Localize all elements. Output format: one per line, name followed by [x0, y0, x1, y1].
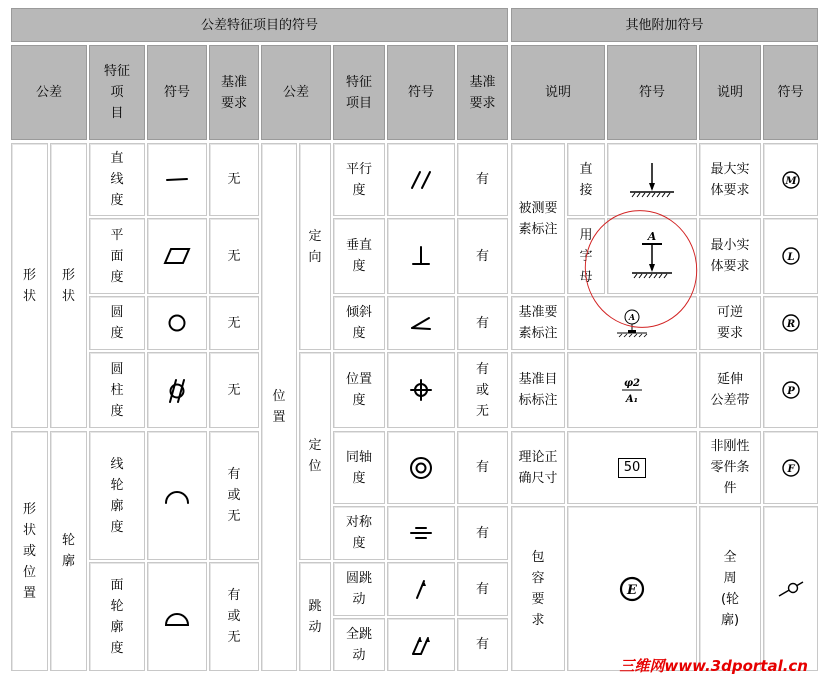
svg-text:L: L — [786, 252, 795, 263]
datum-cell: 有 — [457, 431, 508, 504]
col-tolerance: 公差 — [11, 45, 87, 140]
flatness-icon — [159, 238, 195, 274]
mmc-icon — [773, 162, 809, 198]
symbol-cell — [147, 143, 207, 216]
svg-text:A: A — [628, 312, 636, 322]
datum-cell: 有 — [457, 618, 508, 671]
datum-cell: 有 或 无 — [209, 431, 259, 560]
feature-angularity: 倾斜 度 — [333, 296, 385, 350]
svg-text:A₁: A₁ — [625, 394, 639, 405]
feature-surface-profile: 面 轮 廓 度 — [89, 562, 145, 671]
feature-parallelism: 平行 度 — [333, 143, 385, 216]
svg-text:F: F — [786, 463, 795, 475]
datum-cell: 有 或 无 — [209, 562, 259, 671]
svg-text:P: P — [786, 386, 795, 397]
svg-text:R: R — [786, 319, 795, 330]
left-section-title: 公差特征项目的符号 — [11, 8, 508, 42]
datum-marking-label: 基准要 素标注 — [511, 296, 565, 350]
col-feature-2: 特征 项目 — [333, 45, 385, 140]
svg-text:M: M — [784, 175, 797, 187]
symbol-cell — [387, 352, 455, 428]
group-profile: 轮 廓 — [50, 431, 87, 671]
symbol-cell — [147, 296, 207, 350]
group-form-inner: 形 状 — [50, 143, 87, 428]
col-tolerance-2: 公差 — [261, 45, 331, 140]
group-form-or-position: 形 状 或 位 置 — [11, 431, 48, 671]
col-symbol-3: 符号 — [607, 45, 697, 140]
datum-target-label: 基准目 标标注 — [511, 352, 565, 428]
letter-marking-icon — [620, 226, 684, 286]
right-section-title: 其他附加符号 — [511, 8, 818, 42]
datum-target-icon — [612, 370, 652, 410]
symbol-cell — [567, 296, 697, 350]
symbol-cell — [387, 431, 455, 504]
circularity-icon — [159, 305, 195, 341]
circular-runout-icon — [403, 571, 439, 607]
by-letter-label: 用 字 母 — [567, 218, 605, 294]
symbol-cell — [147, 352, 207, 428]
feature-perpendicularity: 垂直 度 — [333, 218, 385, 294]
col-desc-2: 说明 — [699, 45, 761, 140]
group-position: 位 置 — [261, 143, 297, 671]
col-symbol-2: 符号 — [387, 45, 455, 140]
svg-text:A: A — [647, 230, 657, 243]
group-form-outer: 形 状 — [11, 143, 48, 428]
symbol-cell — [567, 431, 697, 504]
symbol-cell — [763, 506, 818, 671]
col-feature: 特征 项 目 — [89, 45, 145, 140]
symbol-cell — [387, 296, 455, 350]
datum-cell: 有 — [457, 506, 508, 560]
symbol-cell — [607, 218, 697, 294]
desc-reciprocity: 可逆 要求 — [699, 296, 761, 350]
symbol-cell — [387, 562, 455, 616]
svg-text:E: E — [627, 582, 637, 598]
watermark: 三维网www.3dportal.cn — [619, 657, 808, 675]
symbol-cell — [147, 218, 207, 294]
feature-circularity: 圆 度 — [89, 296, 145, 350]
feature-symmetry: 对称 度 — [333, 506, 385, 560]
group-runout: 跳 动 — [299, 562, 331, 671]
feature-total-runout: 全跳 动 — [333, 618, 385, 671]
parallelism-icon — [403, 162, 439, 198]
symbol-cell — [763, 143, 818, 216]
col-datum-2: 基准 要求 — [457, 45, 508, 140]
desc-free-state: 非刚性 零件条 件 — [699, 431, 761, 504]
col-datum: 基准 要求 — [209, 45, 259, 140]
symmetry-icon — [403, 515, 439, 551]
free-state-icon — [773, 450, 809, 486]
datum-cell: 无 — [209, 352, 259, 428]
line-profile-icon — [159, 478, 195, 514]
datum-cell: 无 — [209, 218, 259, 294]
feature-line-profile: 线 轮 廓 度 — [89, 431, 145, 560]
col-symbol: 符号 — [147, 45, 207, 140]
datum-cell: 有 — [457, 143, 508, 216]
feature-cylindricity: 圆 柱 度 — [89, 352, 145, 428]
lmc-icon — [773, 238, 809, 274]
group-orientation: 定 向 — [299, 143, 331, 350]
basic-dimension-box: 50 — [618, 458, 647, 478]
surface-profile-icon — [159, 599, 195, 635]
position-icon — [403, 372, 439, 408]
all-around-icon — [773, 571, 809, 607]
envelope-requirement-label: 包 容 要 求 — [511, 506, 565, 671]
datum-cell: 有 — [457, 218, 508, 294]
datum-cell: 无 — [209, 296, 259, 350]
concentricity-icon — [403, 450, 439, 486]
feature-circular-runout: 圆跳 动 — [333, 562, 385, 616]
datum-cell: 无 — [209, 143, 259, 216]
datum-cell: 有 或 无 — [457, 352, 508, 428]
desc-all-around: 全 周 (轮 廓) — [699, 506, 761, 671]
datum-cell: 有 — [457, 562, 508, 616]
perpendicularity-icon — [403, 238, 439, 274]
symbol-cell — [387, 618, 455, 671]
feature-concentricity: 同轴 度 — [333, 431, 385, 504]
total-runout-icon — [403, 627, 439, 663]
feature-flatness: 平 面 度 — [89, 218, 145, 294]
symbol-cell — [763, 431, 818, 504]
projected-zone-icon — [773, 372, 809, 408]
symbol-cell — [387, 506, 455, 560]
symbol-cell — [567, 506, 697, 671]
straightness-icon — [159, 162, 195, 198]
measured-feature-label: 被测要 素标注 — [511, 143, 565, 294]
symbol-cell — [147, 562, 207, 671]
datum-cell: 有 — [457, 296, 508, 350]
datum-feature-icon — [607, 303, 657, 343]
reciprocity-icon — [773, 305, 809, 341]
direct-marking-icon — [622, 155, 682, 205]
symbol-cell — [387, 143, 455, 216]
symbol-cell — [607, 143, 697, 216]
symbol-cell — [763, 218, 818, 294]
feature-position: 位置 度 — [333, 352, 385, 428]
feature-straightness: 直 线 度 — [89, 143, 145, 216]
col-symbol-4: 符号 — [763, 45, 818, 140]
theoretical-dimension-label: 理论正 确尺寸 — [511, 431, 565, 504]
symbol-cell — [763, 296, 818, 350]
symbol-cell — [763, 352, 818, 428]
desc-projected-zone: 延伸 公差带 — [699, 352, 761, 428]
symbol-cell — [567, 352, 697, 428]
svg-text:φ2: φ2 — [623, 378, 641, 389]
angularity-icon — [403, 305, 439, 341]
desc-lmc: 最小实 体要求 — [699, 218, 761, 294]
direct-label: 直 接 — [567, 143, 605, 216]
col-desc: 说明 — [511, 45, 605, 140]
group-location: 定 位 — [299, 352, 331, 560]
desc-mmc: 最大实 体要求 — [699, 143, 761, 216]
symbol-cell — [147, 431, 207, 560]
envelope-requirement-icon — [614, 571, 650, 607]
symbol-cell — [387, 218, 455, 294]
cylindricity-icon — [159, 372, 195, 408]
